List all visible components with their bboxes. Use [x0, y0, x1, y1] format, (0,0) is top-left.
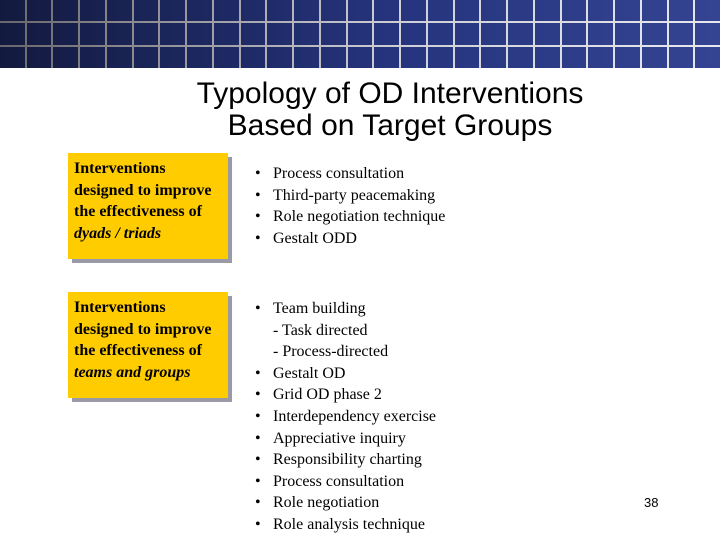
list-item: - Task directed — [273, 321, 368, 339]
page-number: 38 — [644, 495, 659, 510]
box-target-label: dyads / triads — [74, 224, 162, 242]
list-item: • Grid OD phase 2 — [255, 384, 436, 406]
list-item: • Team building — [255, 298, 436, 320]
list-item: • Appreciative inquiry — [255, 428, 436, 450]
header-banner — [0, 0, 720, 68]
intervention-list-teams — [255, 298, 436, 536]
slide-title-line-2: Based on Target Groups — [227, 109, 553, 142]
list-item: • Responsibility charting — [255, 449, 436, 471]
list-item: • Process consultation — [255, 471, 436, 493]
list-item: - Process-directed — [273, 343, 389, 361]
box-label-line: designed to improve — [74, 181, 212, 199]
list-item: • Role analysis technique — [255, 514, 436, 536]
box-label-line: the effectiveness of — [74, 203, 202, 220]
slide-title — [0, 78, 720, 142]
list-item: • Role negotiation technique — [255, 206, 445, 228]
box-label-line: designed to improve — [74, 320, 212, 338]
box-target-label: teams and groups — [74, 363, 191, 381]
banner-shade — [0, 0, 720, 68]
list-item: • Role negotiation — [255, 492, 436, 514]
list-item: • Gestalt ODD — [255, 228, 445, 250]
intervention-list-dyads — [255, 163, 445, 249]
list-item: • Process consultation — [255, 163, 445, 185]
list-item: • Interdependency exercise — [255, 406, 436, 428]
box-label-line: the effectiveness of — [74, 342, 202, 359]
box-label-line: Interventions — [74, 299, 166, 316]
slide-title-line-1: Typology of OD Interventions — [196, 77, 584, 110]
target-group-box-teams — [68, 292, 228, 398]
list-item: • Third-party peacemaking — [255, 185, 445, 207]
list-item: • Gestalt OD — [255, 363, 436, 385]
target-group-box-dyads — [68, 153, 228, 259]
box-label-line: Interventions — [74, 160, 166, 177]
